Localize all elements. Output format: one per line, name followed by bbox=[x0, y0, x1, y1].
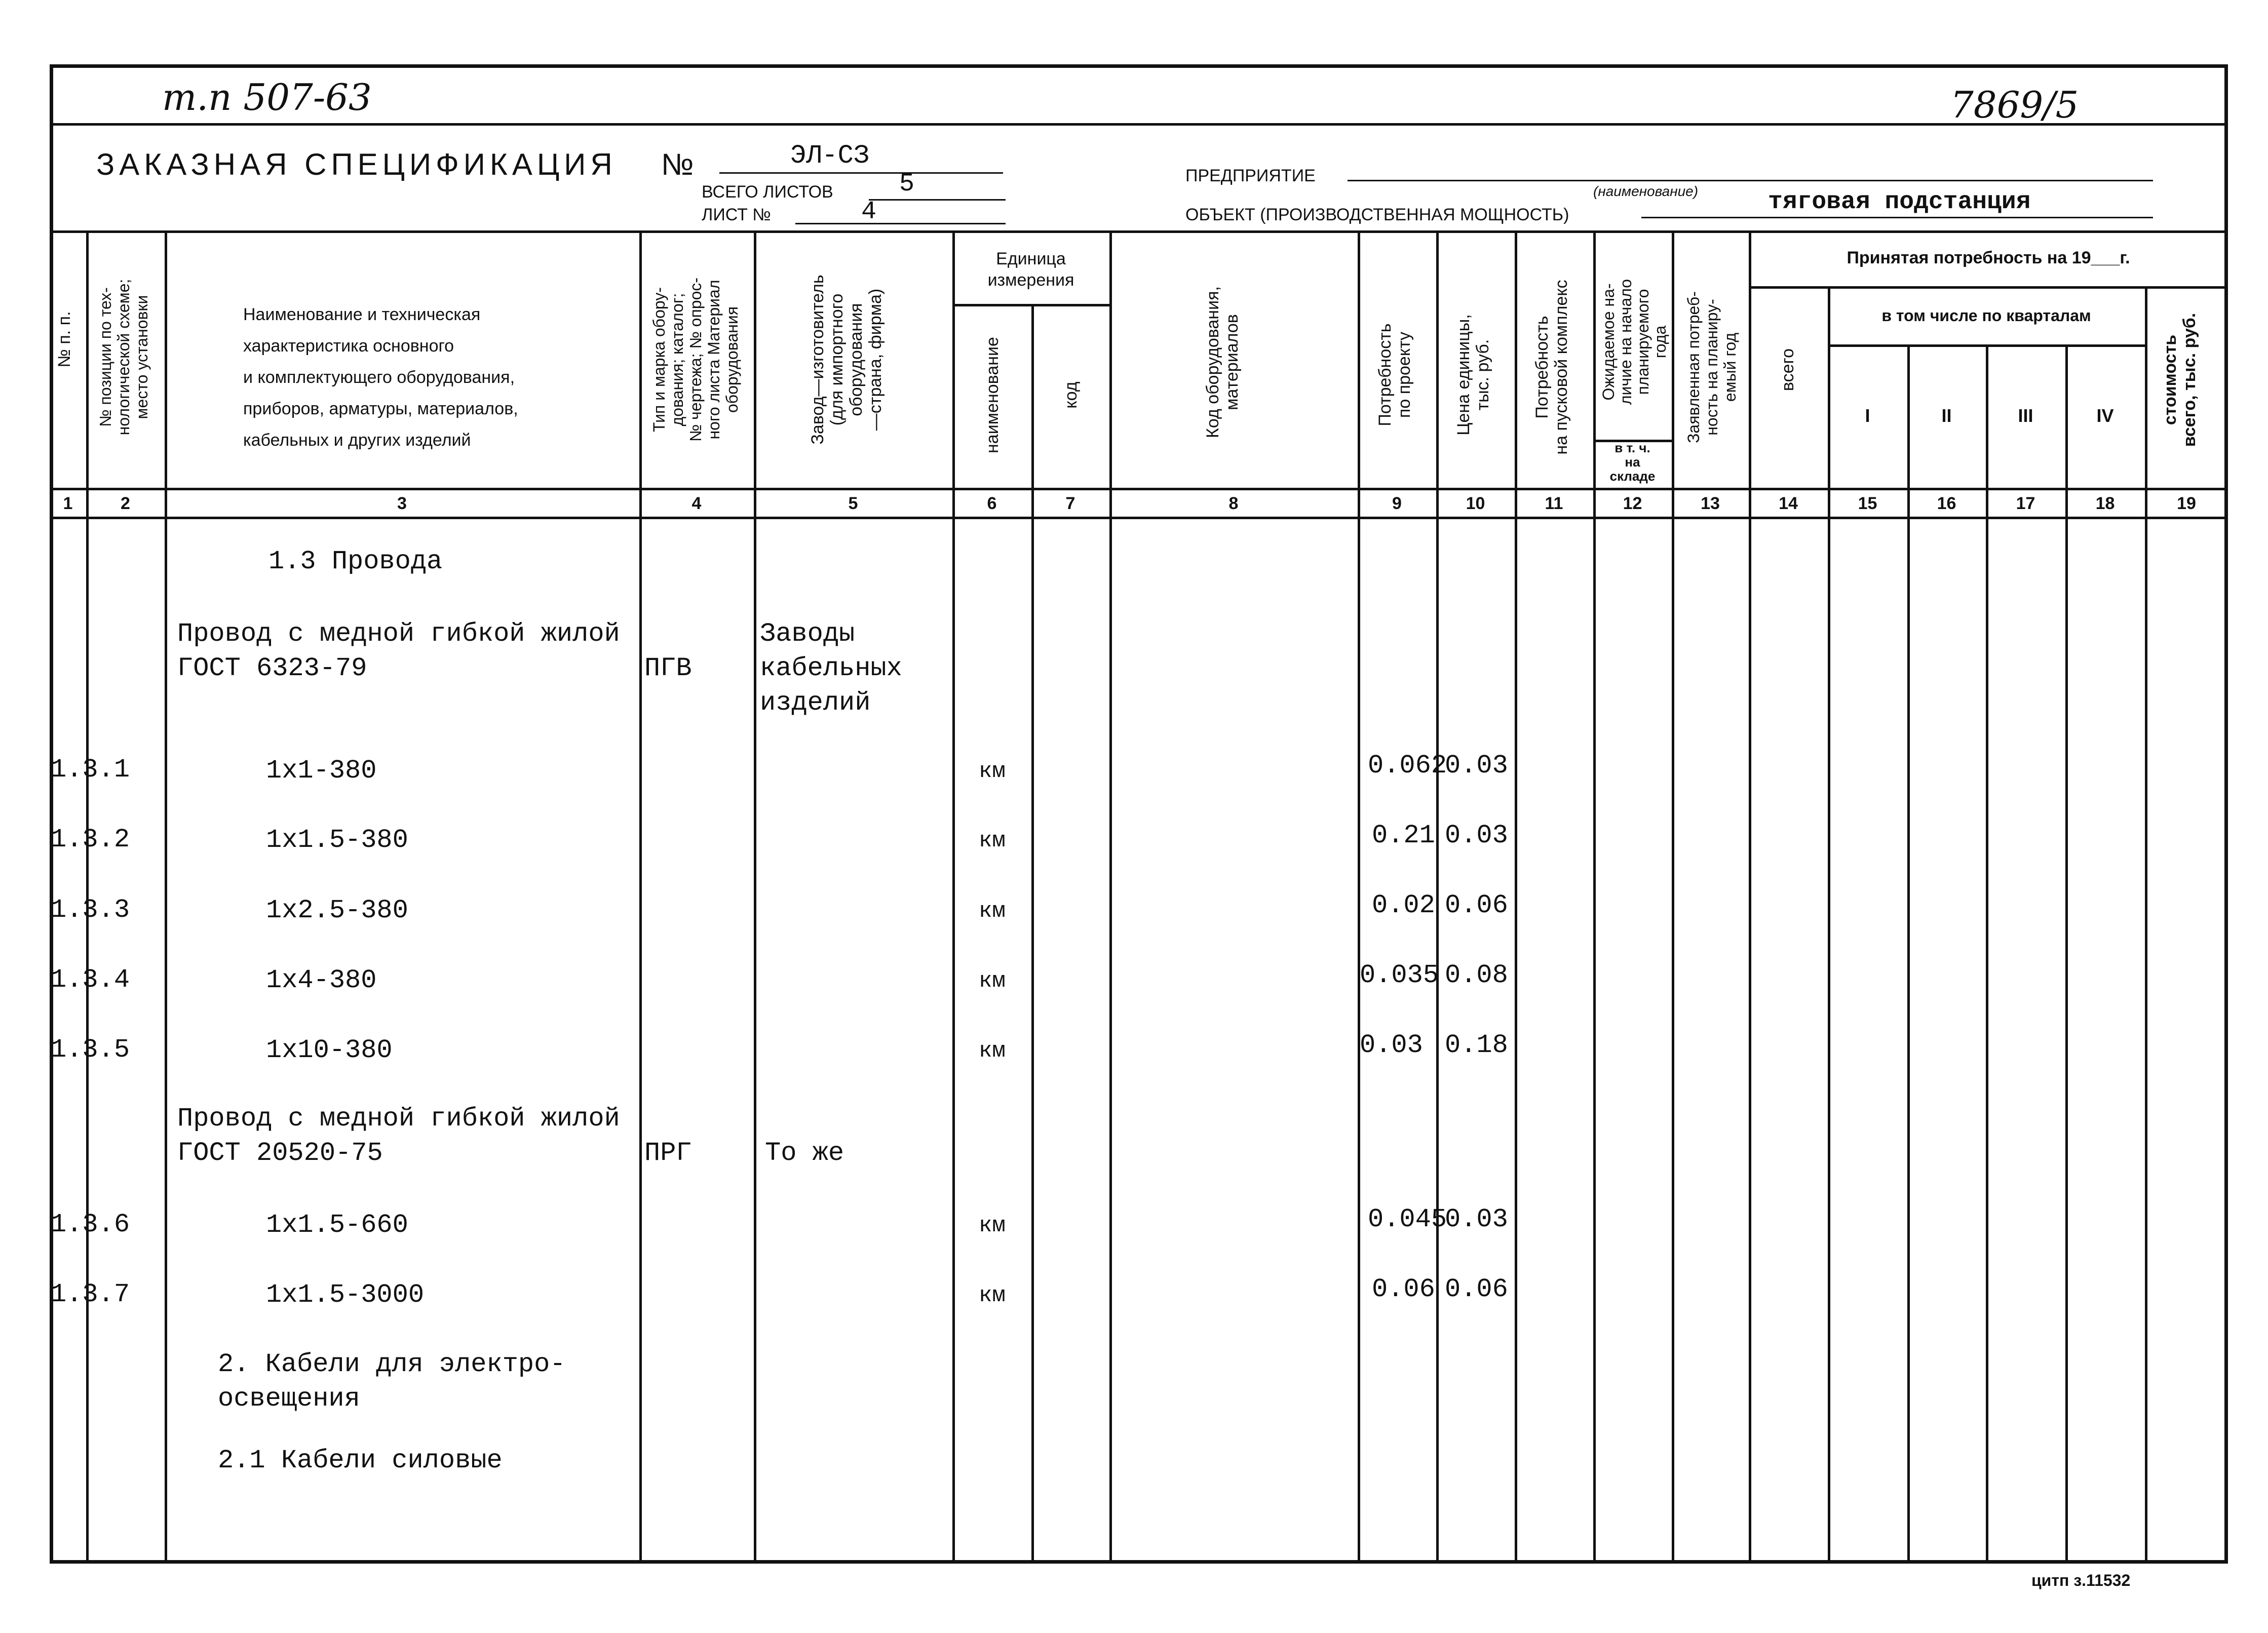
row-name: 1х2.5-380 bbox=[266, 896, 408, 925]
col-number-3: 3 bbox=[397, 494, 407, 513]
row-unit: км bbox=[979, 828, 1006, 853]
col-10-header: Цена единицы, тыс. руб. bbox=[1454, 314, 1492, 436]
number-value: ЭЛ-СЗ bbox=[790, 141, 870, 171]
col-line-8 bbox=[1358, 230, 1360, 1564]
naming-note: (наименование) bbox=[1593, 183, 1699, 199]
total-sheets-underline bbox=[869, 199, 1006, 201]
col-line-10 bbox=[1515, 230, 1517, 1564]
group-2-type: ПРГ bbox=[644, 1138, 692, 1168]
sheet-underline bbox=[795, 223, 1006, 224]
group-2-name: Провод с медной гибкой жилой ГОСТ 20520-75 bbox=[177, 1104, 620, 1168]
row-position: 1.3.4 bbox=[51, 965, 130, 995]
col-line-9 bbox=[1436, 230, 1439, 1564]
row-position: 1.3.6 bbox=[51, 1210, 130, 1239]
accepted-group-line bbox=[1749, 286, 2228, 289]
row-name: 1х1.5-3000 bbox=[266, 1280, 425, 1310]
row-unit: км bbox=[979, 1038, 1006, 1064]
row-qty: 0.062 bbox=[1368, 751, 1447, 781]
enterprise-label: ПРЕДПРИЯТИЕ bbox=[1185, 166, 1316, 185]
col-12-header: Ожидаемое на- личие на начало планируемого года bbox=[1599, 279, 1669, 405]
row-qty: 0.03 bbox=[1360, 1030, 1423, 1060]
col-number-9: 9 bbox=[1392, 494, 1402, 513]
spec-sheet bbox=[50, 64, 2228, 1564]
sheet-label: ЛИСТ № bbox=[702, 205, 771, 224]
row-qty: 0.035 bbox=[1360, 960, 1439, 990]
q4-header: IV bbox=[2096, 405, 2114, 426]
unit-group-line bbox=[952, 304, 1109, 306]
row-price: 0.18 bbox=[1445, 1030, 1508, 1060]
col-line-18 bbox=[2145, 286, 2147, 1564]
enterprise-underline bbox=[1348, 180, 2153, 181]
col-number-15: 15 bbox=[1858, 494, 1877, 513]
number-underline bbox=[719, 172, 1003, 174]
col-number-17: 17 bbox=[2016, 494, 2035, 513]
row-position: 1.3.3 bbox=[51, 895, 130, 925]
section-1-3-heading: 1.3 Провода bbox=[268, 547, 443, 576]
total-sheets-label: ВСЕГО ЛИСТОВ bbox=[702, 182, 833, 202]
sheet-value: 4 bbox=[861, 198, 877, 226]
col-number-4: 4 bbox=[691, 494, 702, 513]
quarters-group-header: в том числе по кварталам bbox=[1881, 306, 2091, 325]
unit-group-header: Единица измерения bbox=[987, 249, 1074, 290]
row-qty: 0.21 bbox=[1372, 821, 1435, 850]
row-qty: 0.02 bbox=[1372, 890, 1435, 920]
col-6-header: наименование bbox=[983, 337, 1002, 453]
col-line-4 bbox=[754, 230, 756, 1564]
row-unit: км bbox=[979, 899, 1006, 924]
object-value: тяговая подстанция bbox=[1768, 188, 2031, 216]
row-price: 0.03 bbox=[1445, 1204, 1508, 1234]
col-9-header: Потребность по проекту bbox=[1375, 323, 1414, 426]
col-number-1: 1 bbox=[63, 494, 73, 513]
row-qty: 0.045 bbox=[1368, 1204, 1447, 1234]
col-line-6 bbox=[1031, 304, 1034, 1564]
col-8-header: Код оборудования, материалов bbox=[1203, 286, 1242, 438]
col-number-11: 11 bbox=[1545, 494, 1563, 513]
row-unit: км bbox=[979, 1213, 1006, 1238]
col-14-header: всего bbox=[1778, 348, 1797, 392]
col-2-header: № позиции по тех- нологической схеме; место установки bbox=[96, 279, 151, 436]
row-name: 1х1.5-660 bbox=[266, 1210, 408, 1240]
row-name: 1х10-380 bbox=[266, 1035, 393, 1065]
col-number-18: 18 bbox=[2095, 494, 2115, 513]
col-line-12 bbox=[1672, 230, 1674, 1564]
col-number-12: 12 bbox=[1623, 494, 1642, 513]
top-divider bbox=[50, 123, 2228, 126]
col-line-2 bbox=[165, 230, 167, 1564]
col-line-11 bbox=[1593, 230, 1596, 1564]
section-2-heading: 2. Кабели для электро- освещения bbox=[218, 1349, 566, 1414]
col-4-header: Тип и марка обору- дования; каталог; № чертежа; № опрос- ного листа Материал оборудования bbox=[650, 277, 741, 442]
row-unit: км bbox=[979, 968, 1006, 994]
object-label: ОБЪЕКТ (ПРОИЗВОДСТВЕННАЯ МОЩНОСТЬ) bbox=[1185, 205, 1569, 224]
row-price: 0.06 bbox=[1445, 890, 1508, 920]
col-number-14: 14 bbox=[1779, 494, 1798, 513]
row-position: 1.3.7 bbox=[51, 1279, 130, 1309]
col-number-7: 7 bbox=[1065, 494, 1075, 513]
group-1-type: ПГВ bbox=[644, 653, 692, 683]
q1-header: I bbox=[1865, 405, 1870, 426]
col-line-7 bbox=[1109, 230, 1112, 1564]
col-3-header: Наименование и техническая характеристика основного и комплектующего оборудования, приборов, арматуры, материалов, кабельных и других изделий bbox=[243, 305, 518, 450]
row-price: 0.06 bbox=[1445, 1274, 1508, 1304]
q3-header: III bbox=[2018, 405, 2033, 426]
row-name: 1х1.5-380 bbox=[266, 825, 408, 855]
group-1-name: Провод с медной гибкой жилой ГОСТ 6323-79 bbox=[177, 619, 620, 683]
col-line-3 bbox=[639, 230, 642, 1564]
row-position: 1.3.2 bbox=[51, 825, 130, 854]
row-name: 1х1-380 bbox=[266, 756, 377, 786]
col-number-8: 8 bbox=[1228, 494, 1239, 513]
col-13-header: Заявленная потреб- ность на планиру- емый год bbox=[1684, 291, 1739, 443]
row-unit: км bbox=[979, 1283, 1006, 1308]
group-1-maker: Заводы кабельных изделий bbox=[760, 619, 902, 718]
row-qty: 0.06 bbox=[1372, 1274, 1435, 1304]
col-line-14 bbox=[1828, 286, 1830, 1564]
row-price: 0.08 bbox=[1445, 960, 1508, 990]
col-19-header: стоимость всего, тыс. руб. bbox=[2161, 313, 2199, 447]
row-price: 0.03 bbox=[1445, 751, 1508, 781]
col-number-10: 10 bbox=[1466, 494, 1485, 513]
col-number-13: 13 bbox=[1701, 494, 1720, 513]
col-1-header: № п. п. bbox=[55, 311, 74, 368]
total-sheets-value: 5 bbox=[899, 170, 915, 199]
col-line-17 bbox=[2065, 344, 2068, 1564]
number-label: № bbox=[661, 147, 694, 181]
row-price: 0.03 bbox=[1445, 821, 1508, 850]
section-2-1-heading: 2.1 Кабели силовые bbox=[218, 1446, 503, 1475]
colnum-bottom-line bbox=[50, 517, 2228, 519]
doc-code: т.п 507-63 bbox=[162, 76, 372, 119]
header-top-line bbox=[50, 230, 2228, 233]
col-7-header: код bbox=[1061, 381, 1081, 409]
row-position: 1.3.1 bbox=[51, 755, 130, 785]
row-unit: км bbox=[979, 759, 1006, 784]
q2-header: II bbox=[1941, 405, 1952, 426]
accepted-group-header: Принятая потребность на 19___г. bbox=[1847, 248, 2130, 267]
col-11-header: Потребность на пусковой комплекс bbox=[1532, 280, 1571, 455]
col-number-6: 6 bbox=[987, 494, 997, 513]
sheet-code: 7869/5 bbox=[1950, 84, 2079, 126]
header-bottom-line bbox=[50, 488, 2228, 490]
col-number-5: 5 bbox=[848, 494, 858, 513]
col-number-2: 2 bbox=[121, 494, 130, 513]
col-12-sub-header: в т. ч. на складе bbox=[1609, 440, 1656, 484]
col-line-13 bbox=[1749, 230, 1751, 1564]
row-position: 1.3.5 bbox=[51, 1035, 130, 1065]
col-line-15 bbox=[1907, 344, 1910, 1564]
object-underline bbox=[1641, 217, 2153, 218]
spec-title: ЗАКАЗНАЯ СПЕЦИФИКАЦИЯ bbox=[96, 147, 617, 181]
printer-stamp: цитп з.11532 bbox=[2031, 1571, 2131, 1589]
col-5-header: Завод—изготовитель (для импортного оборудования —страна, фирма) bbox=[808, 275, 885, 445]
col-number-19: 19 bbox=[2177, 494, 2196, 513]
row-name: 1х4-380 bbox=[266, 965, 377, 995]
col-line-16 bbox=[1986, 344, 1988, 1564]
group-2-maker: То же bbox=[765, 1138, 844, 1168]
col-line-5 bbox=[952, 230, 955, 1564]
col-number-16: 16 bbox=[1937, 494, 1956, 513]
